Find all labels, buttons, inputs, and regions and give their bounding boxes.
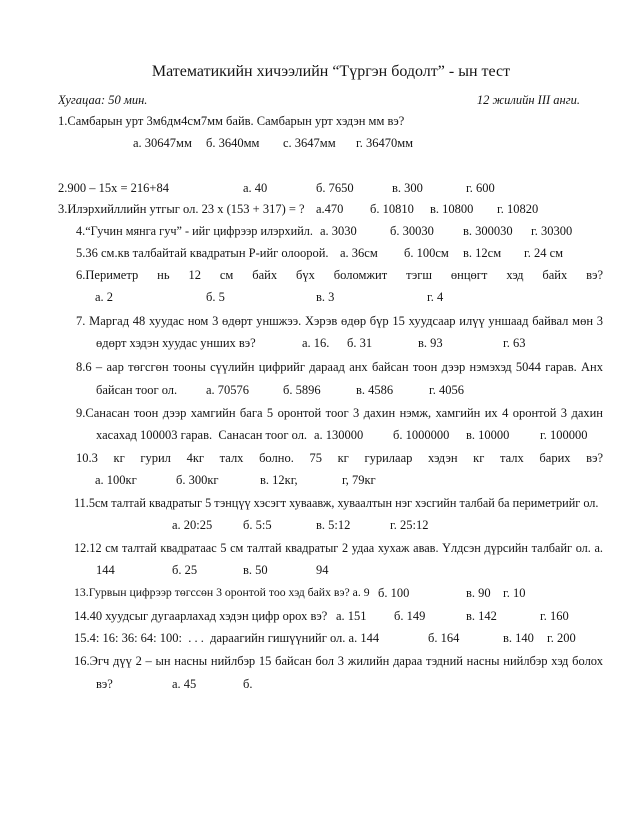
question-14-option-d: г. 160 <box>540 609 569 623</box>
question-4-option-b: б. 30030 <box>390 224 434 238</box>
question-10-option-a: а. 100кг <box>95 473 137 487</box>
question-1-option-a: а. 30647мм <box>133 136 192 150</box>
question-5-option-d: г. 24 см <box>524 246 564 260</box>
question-16-text-continued: вэ? <box>96 677 113 691</box>
question-8-text: 8.6 – аар төгсгөн тооны сүүлийн цифрийг дараад анх байсан тоон дээр нэмэхэд 5044 гарав. Анх <box>76 360 603 374</box>
question-14-text: 14.40 хуудсыг дугаарлахад хэдэн цифр орох вэ? <box>74 609 328 623</box>
question-2-option-d: г. 600 <box>466 181 495 195</box>
question-9-text: 9.Санасан тоон дээр хамгийн бага 5 оронтой тоог 3 дахин нэмж, хамгийн их 4 оронтой 3 дахин <box>76 406 603 420</box>
question-9-option-c: в. 10000 <box>466 428 510 442</box>
question-11-text: 11.5см талтай квадратыг 5 тэнцүү хэсэгт хуваавж, хуваалтын нэг хэсгийн талбай ба периметрийг ол. <box>74 496 599 510</box>
question-12-option-d: 94 <box>316 563 329 577</box>
question-10-option-b: б. 300кг <box>176 473 219 487</box>
question-8-option-a: а. 70576 <box>206 383 250 397</box>
question-6-option-b: б. 5 <box>206 290 225 304</box>
question-12-option-c: в. 50 <box>243 563 268 577</box>
time-limit: Хугацаа: 50 мин. <box>58 93 148 107</box>
question-8-text-continued: байсан тоог ол. <box>96 383 178 397</box>
question-9-option-d: г. 100000 <box>540 428 588 442</box>
question-7-option-c: в. 93 <box>418 336 443 350</box>
question-10-text: 10.3 кг гурил 4кг талх болно. 75 кг гурилаар хэдэн кг талх барих вэ? <box>76 451 603 465</box>
question-6-option-a: а. 2 <box>95 290 114 304</box>
question-1-option-d: г. 36470мм <box>356 136 414 150</box>
question-11-option-b: б. 5:5 <box>243 518 272 532</box>
question-14-option-b: б. 149 <box>394 609 426 623</box>
question-3-option-a: а.470 <box>316 202 344 216</box>
question-10-option-c: в. 12кг, <box>260 473 298 487</box>
grade-label: 12 жилийн III анги. <box>476 93 580 107</box>
question-1-text: 1.Самбарын урт 3м6дм4см7мм байв. Самбарын урт хэдэн мм вэ? <box>58 114 405 128</box>
question-11-option-a: а. 20:25 <box>172 518 213 532</box>
question-6-option-c: в. 3 <box>316 290 335 304</box>
question-12-option-b: б. 25 <box>172 563 198 577</box>
question-15-option-d: г. 200 <box>547 631 576 645</box>
question-4-text: 4.“Гучин мянга гуч” - ийг цифрээр илэрхийл. <box>76 224 313 238</box>
question-16-option-a: а. 45 <box>172 677 197 691</box>
question-14-option-c: в. 142 <box>466 609 497 623</box>
question-11-option-d: г. 25:12 <box>390 518 429 532</box>
question-11-option-c: в. 5:12 <box>316 518 351 532</box>
question-2-option-b: б. 7650 <box>316 181 354 195</box>
question-14-option-a: а. 151 <box>336 609 367 623</box>
question-12-option-a-value: 144 <box>96 563 115 577</box>
question-16-text: 16.Эгч дүү 2 – ын насны нийлбэр 15 байсан бол 3 жилийн дараа тэдний насны нийлбэр хэд болох <box>74 654 603 668</box>
question-15-option-c: в. 140 <box>503 631 534 645</box>
question-4-option-d: г. 30300 <box>531 224 573 238</box>
question-15-text: 15.4: 16: 36: 64: 100: . . . дараагийн гишүүнийг ол. а. 144 <box>74 631 380 645</box>
question-5-text: 5.36 см.кв талбайтай квадратын Р-ийг олоорой. <box>76 246 329 260</box>
question-6-option-d: г. 4 <box>427 290 444 304</box>
question-4-option-c: в. 300030 <box>463 224 513 238</box>
question-1-option-b: б. 3640мм <box>206 136 260 150</box>
question-7-text-continued: өдөрт хэдэн хуудас унших вэ? <box>96 336 256 350</box>
question-1-option-c: с. 3647мм <box>283 136 336 150</box>
question-9-text-continued: хасахад 100003 гарав. Санасан тоог ол. <box>96 428 308 442</box>
question-5-option-b: б. 100см <box>404 246 449 260</box>
question-3-text: 3.Илэрхийллийн утгыг ол. 23 x (153 + 317) = ? <box>58 202 305 216</box>
question-5-option-a: а. 36см <box>340 246 378 260</box>
question-7-option-d: г. 63 <box>503 336 526 350</box>
question-3-option-d: г. 10820 <box>497 202 539 216</box>
question-9-option-a: а. 130000 <box>314 428 364 442</box>
question-4-option-a: а. 3030 <box>320 224 357 238</box>
question-16-option-b: б. <box>243 677 253 691</box>
question-7-text: 7. Маргад 48 хуудас ном 3 өдөрт уншжээ. Хэрэв өдөр бүр 15 хуудсаар илүү уншаад байвал мөн 3 <box>76 314 603 328</box>
question-7-option-a: а. 16. <box>302 336 330 350</box>
question-9-option-b: б. 1000000 <box>393 428 450 442</box>
question-10-option-d: г, 79кг <box>342 473 376 487</box>
question-3-option-c: в. 10800 <box>430 202 474 216</box>
question-13-text: 13.Гурвын цифрээр төгссөн 3 оронтой тоо хэд байх вэ? а. 9 <box>74 586 370 599</box>
question-5-option-c: в. 12см <box>463 246 502 260</box>
question-8-option-b: б. 5896 <box>283 383 321 397</box>
question-8-option-d: г. 4056 <box>429 383 464 397</box>
question-15-option-b: б. 164 <box>428 631 460 645</box>
question-3-option-b: б. 10810 <box>370 202 414 216</box>
question-2-option-a: а. 40 <box>243 181 268 195</box>
question-2-text: 2.900 – 15x = 216+84 <box>58 181 169 195</box>
question-8-option-c: в. 4586 <box>356 383 394 397</box>
question-12-text: 12.12 см талтай квадратаас 5 см талтай квадратыг 2 удаа хухаж авав. Үлдсэн дүрсийн талбайг ол. а. <box>74 541 603 555</box>
question-13-option-d: г. 10 <box>503 586 526 600</box>
question-13-option-c: в. 90 <box>466 586 491 600</box>
question-2-option-c: в. 300 <box>392 181 423 195</box>
question-13-option-b: б. 100 <box>378 586 410 600</box>
question-6-text: 6.Периметр нь 12 см байх бүх боломжит тэгш өнцөгт хэд байх вэ? <box>76 268 603 282</box>
question-7-option-b: б. 31 <box>347 336 373 350</box>
page-title: Математикийн хичээлийн “Түргэн бодолт” - ын тест <box>151 63 511 80</box>
